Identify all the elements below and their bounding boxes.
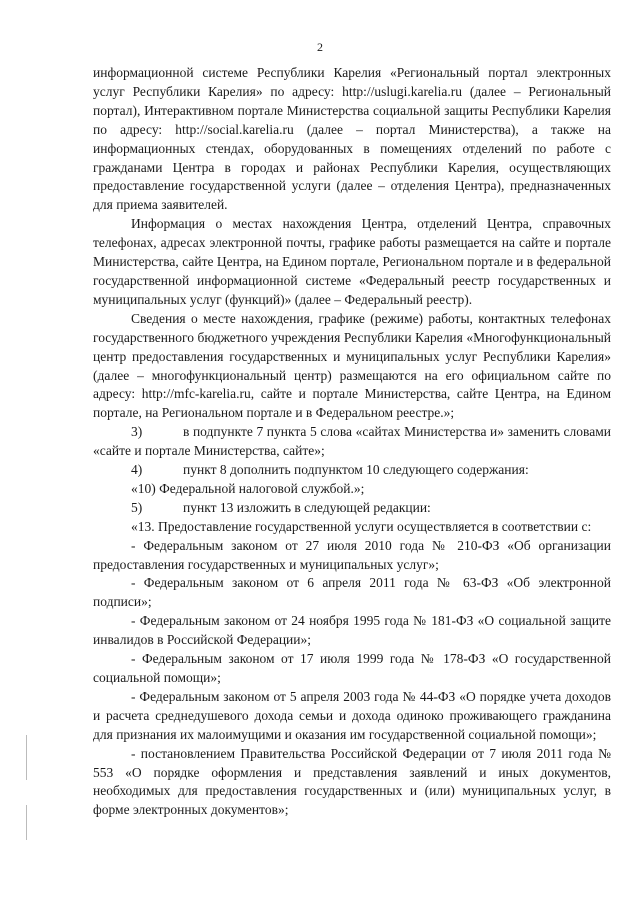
paragraph-center-info: Информация о местах нахождения Центра, отделений Центра, справочных телефонах, адресах электронной почты, графике работы размещается на сайте и портале Министерства, сайте Центра, на Едином портале, Региональном портале и в федеральной государственной информационной системе «Федеральный реестр государственных и муниципальных услуг (функций)» (далее – Федеральный реестр). bbox=[93, 216, 611, 307]
scan-artifact-line bbox=[26, 805, 27, 840]
item-number: 3) bbox=[131, 424, 143, 440]
item-text: пункт 13 изложить в следующей редакции: bbox=[183, 499, 431, 515]
item-number: 5) bbox=[131, 499, 143, 515]
paragraph-portal-continuation: информационной системе Республики Карелия «Региональный портал электронных услуг Республики Карелия» по адресу: http://uslugi.karelia.ru (далее – Региональный портал), Интерактивном портале Министерства социальной защиты Республики Карелия по адресу: http://social.karelia.ru (далее – портал Министерства), а также на информационных стендах, оборудованных в помещениях отделений по работе с гражданами Центра в городах и районах Республики Карелия, осуществляющих предоставление государственной услуги (далее – отделения Центра), предназначенных для приема заявителей. bbox=[93, 65, 611, 213]
paragraph-point-13: «13. Предоставление государственной услуги осуществляется в соответствии с: bbox=[131, 518, 592, 534]
law-item: - Федеральным законом от 5 апреля 2003 года № 44-ФЗ «О порядке учета доходов и расчета среднедушевого дохода семьи и дохода одиноко проживающего гражданина для признания их малоимущими и оказания им государственной социальной помощи»; bbox=[93, 688, 611, 742]
list-item-4 bbox=[93, 461, 611, 480]
paragraph-fns: «10) Федеральной налоговой службой.»; bbox=[131, 480, 365, 496]
document-body bbox=[93, 64, 611, 820]
law-item: - Федеральным законом от 17 июля 1999 года № 178-ФЗ «О государственной социальной помощи»; bbox=[93, 651, 611, 685]
law-item: - постановлением Правительства Российской Федерации от 7 июля 2011 года № 553 «О порядке оформления и представления заявлений и иных документов, необходимых для предоставления государственных и (или) муниципальных услуг, в форме электронных документов»; bbox=[93, 745, 611, 818]
law-item: - Федеральным законом от 24 ноября 1995 года № 181-ФЗ «О социальной защите инвалидов в Российской Федерации»; bbox=[93, 613, 611, 648]
scan-artifact-line bbox=[26, 735, 27, 780]
law-item: - Федеральным законом от 27 июля 2010 года № 210-ФЗ «Об организации предоставления государственных и муниципальных услуг»; bbox=[93, 537, 611, 572]
paragraph-mfc-info: Сведения о месте нахождения, графике (режиме) работы, контактных телефонах государственного бюджетного учреждения Республики Карелия «Многофункциональный центр предоставления государственных и муниципальных услуг Республики Карелия» (далее – многофункциональный центр) размещаются на его официальном сайте по адресу: http://mfc-karelia.ru, сайте и портале Министерства, сайте Центра, на Едином портале, на Региональном портале и в Федеральном реестре.»; bbox=[93, 310, 611, 421]
list-item-3 bbox=[93, 423, 611, 461]
page-number: 2 bbox=[317, 40, 323, 54]
item-text: пункт 8 дополнить подпунктом 10 следующего содержания: bbox=[183, 462, 529, 478]
law-item: - Федеральным законом от 6 апреля 2011 года № 63-ФЗ «Об электронной подписи»; bbox=[93, 575, 611, 610]
item-text: в подпункте 7 пункта 5 слова «сайтах Министерства и» заменить словами «сайте и портале Министерства, сайте»; bbox=[93, 424, 611, 459]
item-number: 4) bbox=[131, 462, 143, 478]
list-item-5 bbox=[93, 499, 611, 518]
